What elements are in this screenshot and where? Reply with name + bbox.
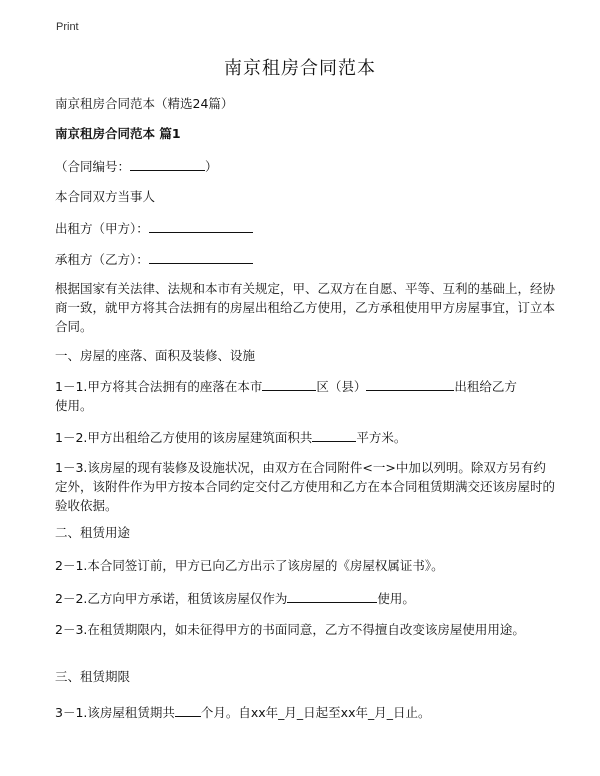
clause-1-2-text-b: 平方米。	[356, 430, 407, 445]
lessor-blank	[149, 219, 253, 233]
section-2-title: 二、租赁用途	[55, 525, 131, 540]
clause-2-3: 2－3.在租赁期限内，如未征得甲方的书面同意，乙方不得擅自改变该房屋使用用途。	[55, 622, 525, 637]
lessor-label: 出租方（甲方）：	[55, 221, 149, 236]
clause-1-2	[55, 428, 406, 447]
clause-1-1-text-c: 出租给乙方	[454, 379, 517, 394]
section-1-title: 一、房屋的座落、面积及装修、设施	[55, 348, 256, 363]
address-blank	[366, 377, 454, 391]
contract-number-blank	[130, 157, 205, 171]
district-blank	[262, 377, 316, 391]
print-link[interactable]: Print	[56, 21, 79, 33]
document-subtitle: 南京租房合同范本（精选24篇）	[55, 96, 234, 111]
clause-1-3: 1－3.该房屋的现有装修及设施状况，由双方在合同附件<一>中加以列明。除双方另有约定外，该附件作为甲方按本合同约定交付乙方使用和乙方在本合同租赁期满交还该房屋时的验收依据。	[55, 460, 556, 513]
lessee-blank	[149, 250, 253, 264]
parties-intro: 本合同双方当事人	[55, 189, 156, 204]
clause-3-1	[55, 703, 430, 722]
usage-blank	[287, 589, 377, 603]
clause-2-1: 2－1.本合同签订前，甲方已向乙方出示了该房屋的《房屋权属证书》。	[55, 558, 444, 573]
preamble-paragraph: 根据国家有关法律、法规和本市有关规定，甲、乙双方在自愿、平等、互利的基础上，经协商一致，就甲方将其合法拥有的房屋出租给乙方使用，乙方承租使用甲方房屋事宜，订立本合同。	[55, 281, 556, 334]
clause-1-1-text-b: 区（县）	[316, 379, 367, 394]
clause-2-2-text-a: 2－2.乙方向甲方承诺，租赁该房屋仅作为	[55, 591, 288, 606]
section-heading: 南京租房合同范本 篇1	[55, 126, 181, 141]
term-months-blank	[175, 703, 201, 717]
contract-number-suffix: ）	[205, 159, 218, 174]
clause-1-1-text-a: 1－1.甲方将其合法拥有的座落在本市	[55, 379, 263, 394]
section-3-title: 三、租赁期限	[55, 669, 131, 684]
lessee-line	[55, 250, 253, 269]
area-blank	[312, 428, 356, 442]
clause-3-1-text-b: 个月。自xx年_月_日起至xx年_月_日止。	[200, 705, 431, 720]
clause-2-2	[55, 589, 415, 608]
lessee-label: 承租方（乙方）：	[55, 252, 149, 267]
clause-1-1	[55, 377, 555, 415]
contract-number-line	[55, 157, 218, 176]
clause-3-1-text-a: 3－1.该房屋租赁期共	[55, 705, 175, 720]
contract-number-prefix: （合同编号：	[55, 159, 131, 174]
clause-2-2-text-b: 使用。	[377, 591, 415, 606]
clause-1-2-text-a: 1－2.甲方出租给乙方使用的该房屋建筑面积共	[55, 430, 313, 445]
lessor-line	[55, 219, 253, 238]
clause-1-1-text-d: 使用。	[55, 398, 93, 413]
document-title: 南京租房合同范本	[224, 58, 376, 79]
